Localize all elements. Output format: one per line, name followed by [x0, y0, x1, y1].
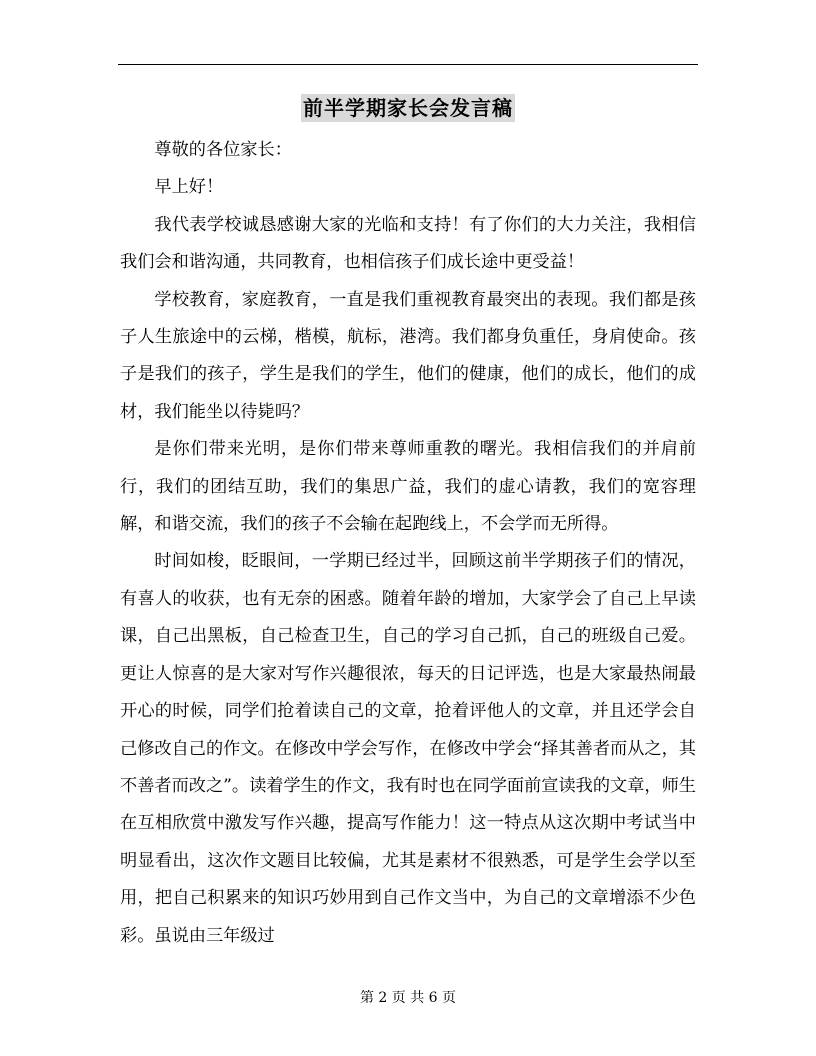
greeting: 早上好！	[154, 177, 224, 198]
document-title: 前半学期家长会发言稿	[303, 96, 513, 120]
document-body	[120, 132, 696, 955]
body-paragraph: 是你们带来光明，是你们带来尊师重教的曙光。我相信我们的并肩前行，我们的团结互助，我们的集思广益，我们的虚心请教，我们的宽容理解，和谐交流，我们的孩子不会输在起跑线上，不会学而无所得。	[120, 439, 696, 535]
body-paragraph: 我代表学校诚恳感谢大家的光临和支持！有了你们的大力关注，我相信我们会和谐沟通，共同教育，也相信孩子们成长途中更受益！	[120, 214, 696, 273]
salutation: 尊敬的各位家长：	[154, 140, 292, 160]
title-container	[0, 94, 816, 122]
page-number: 第 2 页 共 6 页	[359, 990, 457, 1006]
page-footer	[0, 988, 816, 1008]
body-paragraph: 时间如梭，眨眼间，一学期已经过半，回顾这前半学期孩子们的情况，有喜人的收获，也有无奈的困惑。随着年龄的增加，大家学会了自己上早读课，自己出黑板，自己检查卫生，自己的学习自己抓，自己的班级自己爱。更让人惊喜的是大家对写作兴趣很浓，每天的日记评选，也是大家最热闹最开心的时候，同学们抢着读自己的文章，抢着评他人的文章，并且还学会自己修改自己的作文。在修改中学会写作，在修改中学会“择其善者而从之，其不善者而改之”。读着学生的作文，我有时也在同学面前宣读我的文章，师生在互相欣赏中激发写作兴趣，提高写作能力！这一特点从这次期中考试当中明显看出，这次作文题目比较偏，尤其是素材不很熟悉，可是学生会学以至用，把自己积累来的知识巧妙用到自己作文当中，为自己的文章增添不少色彩。虽说由三年级过	[120, 551, 696, 946]
body-paragraph: 学校教育，家庭教育，一直是我们重视教育最突出的表现。我们都是孩子人生旅途中的云梯，楷模，航标，港湾。我们都身负重任，身肩使命。孩子是我们的孩子，学生是我们的学生，他们的健康，他们的成长，他们的成材，我们能坐以待毙吗？	[120, 289, 696, 422]
header-rule	[118, 64, 698, 65]
